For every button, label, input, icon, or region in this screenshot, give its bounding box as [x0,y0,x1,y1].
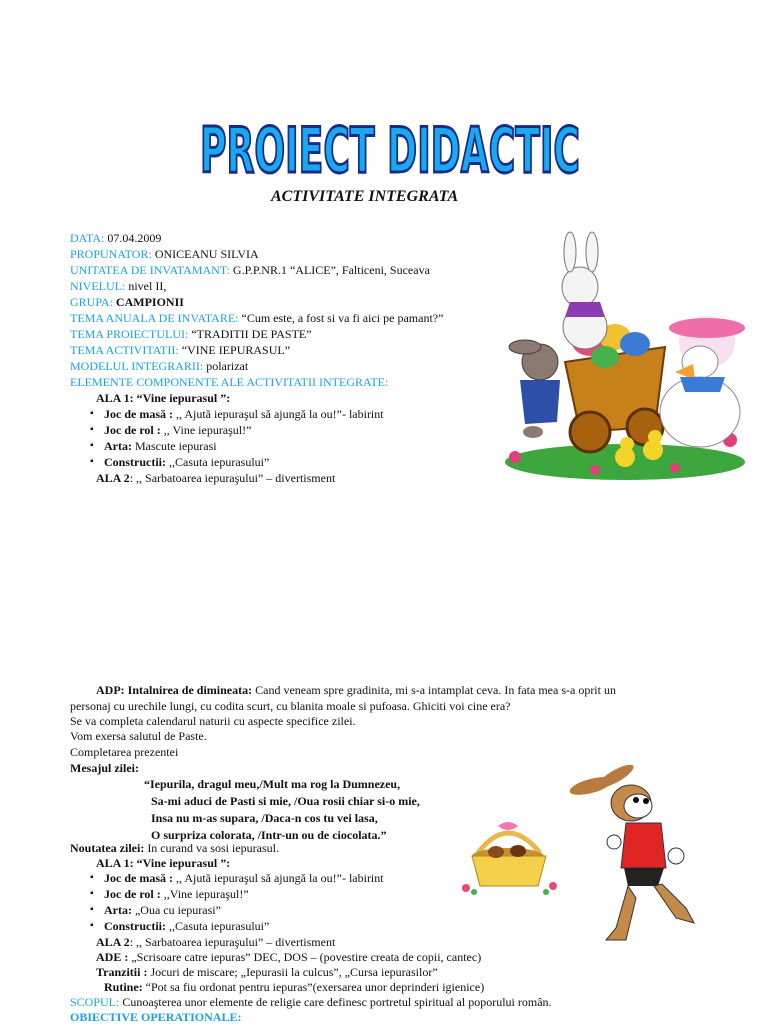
field-tema-activitatii: TEMA ACTIVITATII: “VINE IEPURASUL” [70,343,291,357]
field-modelul: MODELUL INTEGRARII: polarizat [70,359,249,373]
field-grupa: GRUPA: CAMPIONII [70,295,184,309]
list-item: ▪ Joc de masă : ,, Ajută iepuraşul să ajungă la ou!”- labirint [104,406,384,422]
adp-line-3: Se va completa calendarul naturii cu aspecte specifice zilei. [70,714,356,728]
list-item: ▪ Constructii: ,,Casuta iepurasului” [104,918,384,934]
field-unitatea: UNITATEA DE INVATAMANT: G.P.P.NR.1 “ALICE”, Falticeni, Suceava [70,263,430,277]
tranzitii-line: Tranzitii : Jocuri de miscare; „Iepurasii la culcus”, „Cursa iepurasilor” [96,965,438,979]
poem-line: Sa-mi aduci de Pasti si mie, /Oua rosii chiar si-o mie, [151,794,420,808]
field-propunator: PROPUNATOR: ONICEANU SILVIA [70,247,259,261]
ala1-heading-top: ALA 1: “Vine iepurasul ”: [96,391,231,405]
adp-line-5: Completarea prezentei [70,745,179,759]
noutatea-line: Noutatea zilei: In curand va sosi iepurasul. [70,841,279,855]
list-item: ▪ Joc de rol : ,,Vine iepuraşul!” [104,886,384,902]
page-subtitle: ACTIVITATE INTEGRATA [271,188,459,205]
obiective-line: OBIECTIVE OPERATIONALE: [70,1010,242,1024]
adp-line-4: Vom exersa salutul de Paste. [70,729,207,743]
ala2-bottom: ALA 2: ,, Sarbatoarea iepuraşului” – divertisment [96,935,336,949]
ala1-list-top [104,406,384,470]
title-wordart [190,112,590,190]
field-nivelul: NIVELUL: nivel II, [70,279,167,293]
poem-line: “Iepurila, dragul meu,/Mult ma rog la Dumnezeu, [144,777,401,791]
page-title: PROIECT DIDACTIC [200,114,580,187]
list-item: ▪ Constructii: ,,Casuta iepurasului” [104,454,384,470]
list-item: ▪ Joc de rol : ,, Vine iepuraşul!” [104,422,384,438]
ala1-list-bottom [104,870,384,934]
field-elemente: ELEMENTE COMPONENTE ALE ACTIVITATII INTEGRATE: [70,375,389,389]
rutine-line: Rutine: “Pot sa fiu ordonat pentru iepuras”(exersarea unor deprinderi igienice) [104,980,485,994]
scopul-line: SCOPUL: Cunoaşterea unor elemente de religie care definesc portretul spiritual al poporului român. [70,995,552,1009]
adp-line-1: ADP: Intalnirea de dimineata: Cand veneam spre gradinita, mi s-a intamplat ceva. In fata mea s-a oprit un [96,683,616,697]
adp-line-2: personaj cu urechile lungi, cu codita scurt, cu blanita moale si pufoasa. Ghiciti voi cine era? [70,699,511,713]
poem-line: Insa nu m-as supara, /Daca-n cos tu vei lasa, [151,811,378,825]
list-item: ▪ Arta: „Oua cu iepurasi” [104,902,384,918]
ala2-top: ALA 2: ,, Sarbatoarea iepuraşului” – divertisment [96,471,336,485]
easter-bunnies-cart-illustration [495,232,755,484]
ade-line: ADE : „Scrisoare catre iepuras” DEC, DOS – (povestire creata de copii, cantec) [96,950,482,964]
field-tema-anuala: TEMA ANUALA DE INVATARE: “Cum este, a fost si va fi aici pe pamant?” [70,311,444,325]
field-data: DATA: 07.04.2009 [70,231,162,245]
running-rabbit-illustration [566,768,701,948]
mesajul-label: Mesajul zilei: [70,761,139,775]
list-item: ▪ Joc de masă : ,, Ajută iepuraşul să ajungă la ou!”- labirint [104,870,384,886]
list-item: ▪ Arta: Mascute iepurasi [104,438,384,454]
field-tema-proiectului: TEMA PROIECTULUI: “TRADITII DE PASTE” [70,327,312,341]
poem-line: O surpriza colorata, /Intr-un ou de ciocolata.” [151,828,387,842]
ala1-heading-bottom: ALA 1: “Vine iepurasul ”: [96,856,231,870]
easter-basket-illustration [458,818,560,896]
